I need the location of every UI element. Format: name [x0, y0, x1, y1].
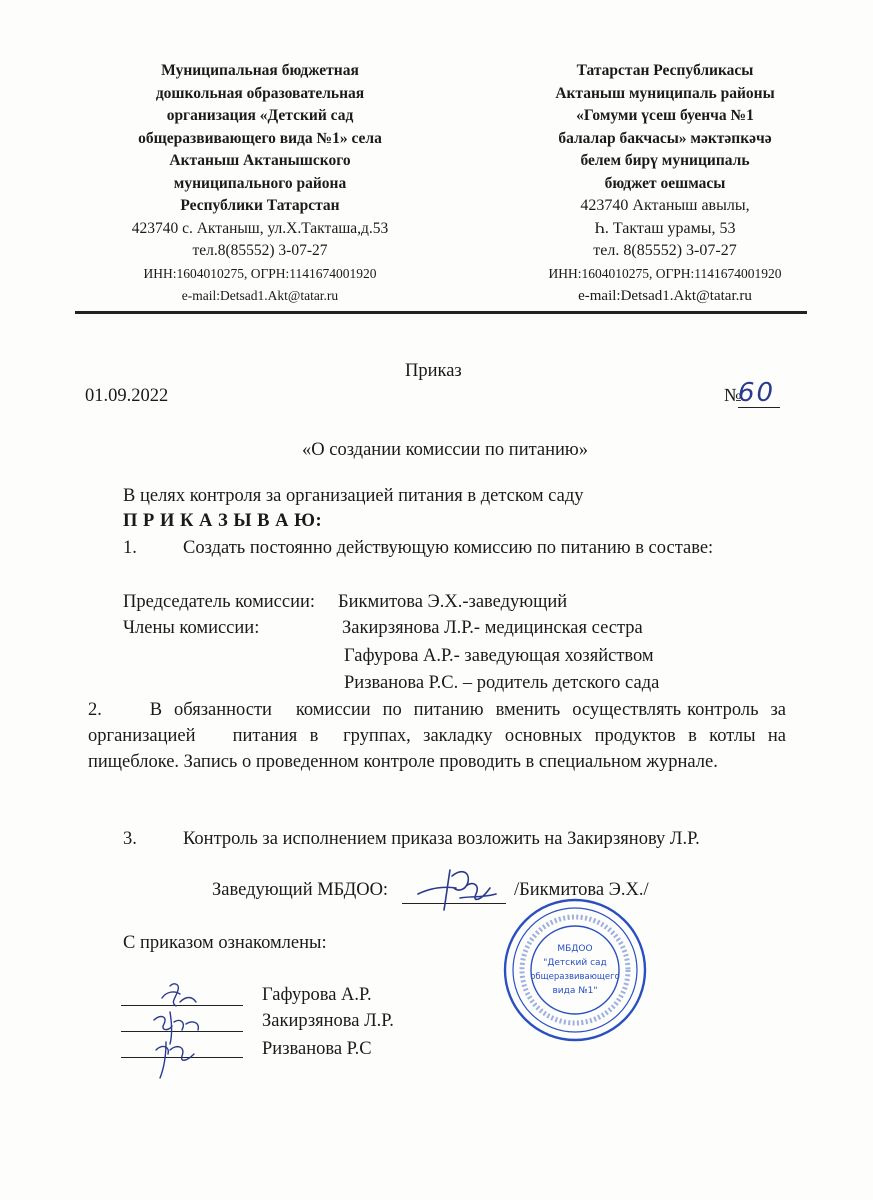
org-name-line: Республики Татарстан [180, 197, 340, 214]
order-command: П Р И К А З Ы В А Ю: [123, 511, 323, 531]
signer-name: Гафурова А.Р. [262, 985, 372, 1005]
stamp-center-line: общеразвивающего [530, 972, 620, 982]
org-address: Һ. Такташ урамы, 53 [594, 219, 736, 237]
org-name-line: балалар бакчасы» мәктәпкәчә [558, 129, 772, 147]
member-item: Ризванова Р.С. – родитель детского сада [344, 673, 660, 693]
members-label: Члены комиссии: [123, 618, 260, 638]
order-number-handwritten: 60 [738, 378, 776, 408]
order-subject: «О создании комиссии по питанию» [302, 440, 588, 460]
head-label: Заведующий МБДОО: [212, 880, 389, 900]
org-name-line: бюджет оешмасы [604, 174, 726, 192]
order-title: Приказ [405, 361, 462, 381]
item3-number: 3. [123, 829, 137, 849]
org-name-line: муниципального района [173, 174, 347, 192]
head-name: /Бикмитова Э.Х./ [514, 880, 649, 900]
org-name-line: общеразвивающего вида №1» села [138, 129, 382, 147]
chair-label: Председатель комиссии: [123, 592, 316, 612]
header-right [500, 60, 830, 308]
official-stamp [500, 895, 650, 1045]
org-address: 423740 Актаныш авылы, [580, 197, 750, 214]
org-name-line: Муниципальная бюджетная [161, 62, 359, 79]
org-name-line: организация «Детский сад [166, 107, 354, 124]
acquainted-label: С приказом ознакомлены: [123, 933, 327, 953]
signers-handwritten-signatures [140, 972, 220, 1082]
org-email: e-mail:Detsad1.Akt@tatar.ru [181, 288, 339, 303]
header-left [85, 60, 435, 308]
org-name-line: Татарстан Республикасы [576, 62, 754, 79]
chair-value: Бикмитова Э.Х.-заведующий [338, 592, 568, 612]
item2-paragraph: 2. В обязанности комиссии по питанию вменить осуществлять контроль за организацией питания в группах, закладку основных продуктов в котлы на пищеблоке. Запись о проведенном контроле проводить в специальном журнале. [88, 700, 791, 772]
order-purpose: В целях контроля за организацией питания в детском саду [123, 486, 584, 506]
order-number-underline [738, 407, 780, 408]
signer-name: Ризванова Р.С [262, 1039, 372, 1059]
org-name-line: «Гомуми үсеш буенча №1 [576, 107, 754, 124]
org-phone: тел. 8(85552) 3-07-27 [593, 242, 737, 259]
order-date: 01.09.2022 [85, 386, 169, 406]
signer-name: Закирзянова Л.Р. [262, 1011, 394, 1031]
org-name-line: дошкольная образовательная [155, 84, 365, 102]
stamp-center-line: вида №1" [552, 986, 598, 996]
org-address: 423740 с. Актаныш, ул.Х.Такташа,д.53 [131, 219, 389, 237]
stamp-center-line: "Детский сад [543, 958, 607, 968]
head-signature-image [410, 858, 500, 918]
org-name-line: Актаныш муниципаль районы [555, 84, 775, 102]
org-name-line: Актаныш Актанышского [169, 152, 351, 169]
org-phone: тел.8(85552) 3-07-27 [192, 242, 328, 259]
order-number-prefix: № [724, 386, 742, 406]
org-email: e-mail:Detsad1.Akt@tatar.ru [578, 288, 752, 304]
org-ids: ИНН:1604010275, ОГРН:1141674001920 [548, 265, 782, 281]
org-ids: ИНН:1604010275, ОГРН:1141674001920 [143, 265, 377, 281]
member-item: Закирзянова Л.Р.- медицинская сестра [342, 618, 643, 638]
org-name-line: белем бирү муниципаль [580, 152, 750, 169]
item1-text: Создать постоянно действующую комиссию по питанию в составе: [183, 538, 714, 558]
header-divider [75, 311, 807, 314]
stamp-center-line: МБДОО [557, 944, 593, 954]
item1-number: 1. [123, 538, 137, 558]
member-item: Гафурова А.Р.- заведующая хозяйством [344, 646, 654, 666]
item3-text: Контроль за исполнением приказа возложить на Закирзянову Л.Р. [183, 829, 700, 849]
